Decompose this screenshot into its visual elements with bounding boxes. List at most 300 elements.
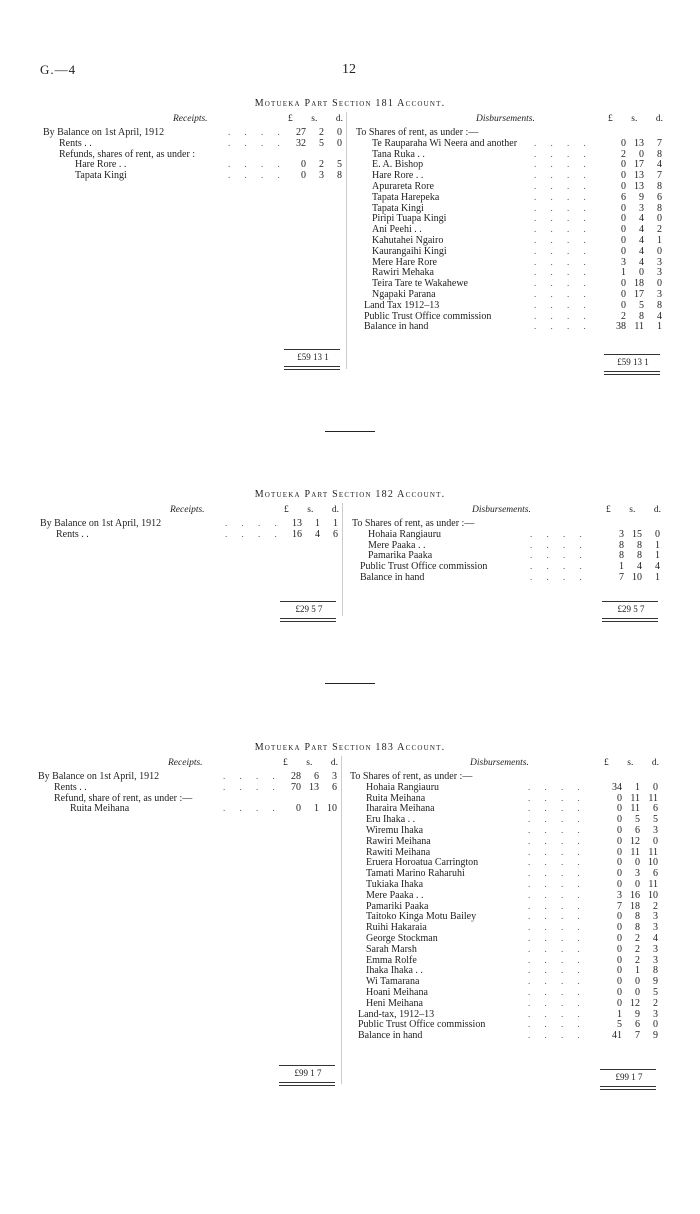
pence-value: 0 <box>653 1019 658 1031</box>
pound-column-header: £ <box>606 505 611 515</box>
pounds-value: 6 <box>621 191 626 203</box>
lsd-header <box>604 758 659 768</box>
pence-column-header: d. <box>330 758 338 768</box>
pence-value: 10 <box>648 889 658 901</box>
amount-cell <box>600 793 658 804</box>
disbursement-line: Hohaia Rangiauru <box>366 781 440 793</box>
disbursement-line: Hare Rore . . <box>372 170 424 182</box>
shillings-value: 9 <box>639 191 644 203</box>
shillings-value: 9 <box>635 1008 640 1020</box>
lsd-header <box>606 505 661 515</box>
pounds-value: 27 <box>296 127 306 138</box>
leader-dots: . . . . <box>534 159 592 170</box>
pence-value: 3 <box>657 267 662 279</box>
disbursement-line: Ruihi Hakaraia <box>366 922 427 934</box>
section-separator <box>325 431 375 432</box>
amount-cell <box>279 782 337 793</box>
leader-dots: . . . . <box>534 299 592 310</box>
shillings-value: 1 <box>314 803 319 815</box>
leader-dots: . . . . <box>534 224 592 235</box>
disbursement-line: Wi Tamarana <box>366 976 420 988</box>
pounds-value: 7 <box>619 572 624 583</box>
leader-dots: . . . . <box>528 943 586 954</box>
shillings-value: 6 <box>635 825 640 836</box>
shillings-value: 13 <box>634 181 644 192</box>
pence-value: 5 <box>337 159 342 171</box>
leader-dots: . . . . <box>528 835 586 846</box>
disbursement-line: Kahutahei Ngairo <box>372 235 444 246</box>
shillings-value: 4 <box>637 561 642 573</box>
pounds-value: 0 <box>621 299 626 311</box>
pound-column-header: £ <box>604 758 609 768</box>
pence-value: 11 <box>648 846 658 858</box>
shillings-value: 3 <box>639 202 644 214</box>
shillings-value: 0 <box>635 879 640 890</box>
amount-cell <box>600 976 658 987</box>
receipt-line: By Balance on 1st April, 1912 <box>38 771 160 782</box>
account-title: Motueka Part Section 181 Account. <box>254 98 446 109</box>
leader-dots: . . . . <box>228 127 286 137</box>
disbursement-line: Tukiaka Ihaka <box>366 879 424 890</box>
amount-cell <box>602 550 660 561</box>
shillings-column-header: s. <box>311 114 318 124</box>
leader-dots: . . . . <box>530 561 588 572</box>
shillings-value: 8 <box>635 911 640 923</box>
pounds-value: 0 <box>621 245 626 257</box>
pounds-value: 38 <box>616 321 626 333</box>
leader-dots: . . . . <box>528 1030 586 1041</box>
leader-dots: . . . . <box>528 868 586 879</box>
pence-column-header: d. <box>335 114 343 124</box>
shillings-value: 2 <box>635 933 640 944</box>
pence-value: 8 <box>653 965 658 977</box>
pound-column-header: £ <box>284 505 289 515</box>
amount-cell <box>602 540 660 551</box>
pence-value: 1 <box>333 518 338 529</box>
pence-value: 3 <box>653 825 658 836</box>
disbursements-heading: Disbursements. <box>476 114 535 124</box>
leader-dots: . . . . <box>223 781 281 792</box>
shillings-value: 13 <box>634 170 644 182</box>
section-separator <box>325 683 375 684</box>
shillings-value: 0 <box>639 148 644 160</box>
shillings-column-header: s. <box>629 505 636 515</box>
pence-value: 3 <box>653 943 658 955</box>
shillings-value: 4 <box>639 235 644 246</box>
pounds-value: 0 <box>617 835 622 847</box>
page-code: G.—4 <box>40 62 77 77</box>
disbursement-line: Kaurangaihi Kingi <box>372 245 447 257</box>
pounds-value: 3 <box>619 528 624 540</box>
disbursement-line: Te Rauparaha Wi Neera and another <box>372 137 518 149</box>
leader-dots: . . . . <box>530 528 588 539</box>
shillings-column-header: s. <box>306 758 313 768</box>
amount-cell <box>600 879 658 890</box>
pence-value: 6 <box>653 868 658 880</box>
total-rule <box>284 369 340 370</box>
amount-cell <box>600 1019 658 1030</box>
receipts-heading: Receipts. <box>170 505 205 515</box>
receipts-heading: Receipts. <box>173 114 208 124</box>
disbursement-line: Rawiti Meihana <box>366 846 431 858</box>
shillings-value: 2 <box>635 954 640 966</box>
pounds-value: 1 <box>621 267 626 279</box>
total-rule <box>602 618 658 619</box>
pence-value: 1 <box>655 550 660 562</box>
receipts-heading: Receipts. <box>168 758 203 768</box>
amount-cell <box>284 127 342 138</box>
pounds-value: 0 <box>621 202 626 214</box>
leader-dots: . . . . <box>228 159 286 170</box>
receipt-line: Refund, share of rent, as under :— <box>54 792 193 804</box>
leader-dots: . . . . <box>528 825 586 835</box>
pence-value: 1 <box>655 539 660 551</box>
amount-cell <box>604 192 662 203</box>
pounds-value: 0 <box>617 997 622 1009</box>
leader-dots: . . . . <box>528 814 586 825</box>
shillings-value: 4 <box>639 245 644 257</box>
pounds-value: 0 <box>617 922 622 934</box>
amount-cell <box>600 987 658 998</box>
disbursement-line: Balance in hand <box>358 1030 423 1042</box>
pence-value: 2 <box>653 997 658 1009</box>
leader-dots: . . . . <box>528 1019 586 1030</box>
pence-value: 3 <box>653 954 658 966</box>
disbursements-heading: Disbursements. <box>470 758 529 768</box>
leader-dots: . . . . <box>225 528 283 539</box>
shillings-column-header: s. <box>307 505 314 515</box>
shillings-value: 4 <box>639 224 644 236</box>
amount-cell <box>600 965 658 976</box>
shillings-value: 5 <box>319 137 324 149</box>
disbursements-total: £59 13 1 <box>617 357 649 367</box>
leader-dots: . . . . <box>530 539 588 550</box>
leader-dots: . . . . <box>528 857 586 868</box>
disbursement-line: Rawiri Meihana <box>366 835 431 847</box>
pence-value: 3 <box>653 1008 658 1020</box>
receipts-total: £59 13 1 <box>297 352 329 362</box>
account-title: Motueka Part Section 183 Account. <box>254 742 446 753</box>
pounds-value: 0 <box>621 289 626 300</box>
pence-value: 5 <box>653 987 658 998</box>
leader-dots: . . . . <box>223 803 281 814</box>
pence-value: 0 <box>655 528 660 540</box>
pence-value: 2 <box>657 224 662 236</box>
pence-value: 2 <box>653 900 658 912</box>
receipts-total: £99 1 7 <box>294 1068 322 1078</box>
amount-cell <box>600 847 658 858</box>
pence-value: 1 <box>657 235 662 246</box>
shillings-value: 18 <box>630 900 640 912</box>
disbursement-line: Eruera Horoatua Carrington <box>366 857 479 869</box>
amount-cell <box>600 890 658 901</box>
shillings-value: 4 <box>639 213 644 225</box>
amount-cell <box>604 278 662 289</box>
pence-value: 8 <box>657 148 662 160</box>
disbursement-line: George Stockman <box>366 933 438 944</box>
leader-dots: . . . . <box>534 170 592 181</box>
leader-dots: . . . . <box>528 911 586 922</box>
total-rule <box>279 1085 335 1086</box>
amount-cell <box>604 300 662 311</box>
pence-value: 4 <box>655 561 660 573</box>
disbursements-heading: Disbursements. <box>472 505 531 515</box>
total-rule <box>280 621 336 622</box>
amount-cell <box>600 836 658 847</box>
pence-value: 0 <box>337 137 342 149</box>
amount-cell <box>600 868 658 879</box>
pence-value: 6 <box>333 528 338 540</box>
disbursement-line: Emma Rolfe <box>366 954 417 966</box>
disbursement-line: Sarah Marsh <box>366 943 417 955</box>
leader-dots: . . . . <box>528 933 586 943</box>
pounds-value: 0 <box>621 159 626 171</box>
disbursement-line: Wiremu Ihaka <box>366 825 424 836</box>
disbursement-line: To Shares of rent, as under :— <box>352 518 475 529</box>
leader-dots: . . . . <box>528 900 586 911</box>
pounds-value: 0 <box>617 879 622 890</box>
amount-cell <box>604 311 662 322</box>
shillings-value: 11 <box>630 792 640 804</box>
pounds-value: 0 <box>301 170 306 182</box>
shillings-column-header: s. <box>631 114 638 124</box>
leader-dots: . . . . <box>534 202 592 213</box>
pence-value: 0 <box>337 127 342 138</box>
amount-cell <box>280 518 338 529</box>
disbursement-line: E. A. Bishop <box>372 159 424 171</box>
pound-column-header: £ <box>608 114 613 124</box>
amount-cell <box>600 803 658 814</box>
amount-cell <box>602 572 660 583</box>
leader-dots: . . . . <box>225 518 283 528</box>
amount-cell <box>604 289 662 300</box>
disbursement-line: Ani Peehi . . <box>372 224 422 236</box>
pence-value: 5 <box>653 814 658 826</box>
disbursement-line: Land Tax 1912–13 <box>364 299 440 311</box>
leader-dots: . . . . <box>528 987 586 997</box>
pence-value: 4 <box>657 159 662 171</box>
amount-cell <box>604 149 662 160</box>
total-rule <box>600 1089 656 1090</box>
leader-dots: . . . . <box>534 191 592 202</box>
leader-dots: . . . . <box>528 997 586 1008</box>
pence-value: 0 <box>653 781 658 793</box>
pence-value: 6 <box>332 781 337 793</box>
shillings-value: 8 <box>637 550 642 562</box>
pence-value: 6 <box>657 191 662 203</box>
shillings-value: 1 <box>315 518 320 529</box>
amount-cell <box>600 922 658 933</box>
shillings-value: 5 <box>635 814 640 826</box>
amount-cell <box>604 213 662 224</box>
shillings-value: 15 <box>632 528 642 540</box>
amount-cell <box>279 803 337 814</box>
subtotal-rule <box>602 601 658 602</box>
pounds-value: 8 <box>619 550 624 562</box>
disbursement-line: Tana Ruka . . <box>372 148 425 160</box>
pounds-value: 0 <box>617 976 622 988</box>
pounds-value: 0 <box>617 825 622 836</box>
shillings-value: 8 <box>635 922 640 934</box>
amount-cell <box>604 138 662 149</box>
amount-cell <box>600 814 658 825</box>
disbursement-line: Taitoko Kinga Motu Bailey <box>366 911 477 923</box>
disbursement-line: Ruita Meihana <box>366 792 426 804</box>
shillings-value: 3 <box>319 170 324 182</box>
leader-dots: . . . . <box>528 846 586 857</box>
disbursement-line: Apurareta Rore <box>372 181 434 192</box>
pence-value: 4 <box>653 933 658 944</box>
shillings-value: 0 <box>635 857 640 869</box>
shillings-value: 1 <box>635 781 640 793</box>
pence-value: 3 <box>657 289 662 300</box>
shillings-value: 11 <box>630 846 640 858</box>
disbursement-line: Public Trust Office commission <box>364 310 492 322</box>
disbursement-line: Eru Ihaka . . <box>366 814 416 826</box>
leader-dots: . . . . <box>528 792 586 803</box>
shillings-column-header: s. <box>627 758 634 768</box>
shillings-value: 6 <box>635 1019 640 1031</box>
amount-cell <box>600 1009 658 1020</box>
shillings-value: 0 <box>635 987 640 998</box>
lsd-header <box>288 114 343 124</box>
pounds-value: 1 <box>617 1008 622 1020</box>
disbursement-line: Tapata Kingi <box>372 202 424 214</box>
disbursement-line: Rawiri Mehaka <box>372 267 434 279</box>
amount-cell <box>604 257 662 268</box>
subtotal-rule <box>284 349 340 350</box>
disbursements-total: £99 1 7 <box>615 1072 643 1082</box>
page-number: 12 <box>342 62 356 77</box>
column-divider <box>341 756 342 1084</box>
amount-cell <box>600 933 658 944</box>
amount-cell <box>284 159 342 170</box>
amount-cell <box>604 170 662 181</box>
amount-cell <box>604 224 662 235</box>
pounds-value: 0 <box>617 965 622 977</box>
leader-dots: . . . . <box>534 235 592 245</box>
pence-value: 1 <box>657 321 662 333</box>
amount-cell <box>604 267 662 278</box>
disbursement-line: Tapata Harepeka <box>372 191 440 203</box>
pence-value: 0 <box>657 213 662 225</box>
lsd-header <box>608 114 663 124</box>
amount-cell <box>604 246 662 257</box>
pounds-value: 0 <box>621 137 626 149</box>
pence-value: 0 <box>657 245 662 257</box>
disbursement-line: Pamariki Paaka <box>366 900 429 912</box>
pounds-value: 70 <box>291 781 301 793</box>
pounds-value: 34 <box>612 781 622 793</box>
pence-value: 11 <box>648 792 658 804</box>
pounds-value: 0 <box>617 792 622 804</box>
pound-column-header: £ <box>283 758 288 768</box>
pounds-value: 0 <box>617 954 622 966</box>
amount-cell <box>600 825 658 836</box>
pounds-value: 3 <box>617 889 622 901</box>
leader-dots: . . . . <box>223 771 281 781</box>
pounds-value: 0 <box>617 803 622 815</box>
disbursement-line: Iharaira Meihana <box>366 803 435 815</box>
pence-value: 1 <box>655 572 660 583</box>
shillings-value: 16 <box>630 889 640 901</box>
subtotal-rule <box>600 1069 656 1070</box>
amount-cell <box>284 138 342 149</box>
pounds-value: 0 <box>621 170 626 182</box>
leader-dots: . . . . <box>534 256 592 267</box>
shillings-value: 17 <box>634 289 644 300</box>
pence-value: 6 <box>653 803 658 815</box>
shillings-value: 17 <box>634 159 644 171</box>
leader-dots: . . . . <box>534 181 592 191</box>
column-divider <box>346 112 347 369</box>
amount-cell <box>284 170 342 181</box>
shillings-value: 8 <box>639 310 644 322</box>
pence-value: 8 <box>657 181 662 192</box>
pence-value: 0 <box>657 278 662 290</box>
amount-cell <box>604 181 662 192</box>
pence-value: 0 <box>653 835 658 847</box>
disbursements-total: £29 5 7 <box>617 604 645 614</box>
pence-value: 10 <box>327 803 337 815</box>
leader-dots: . . . . <box>228 170 286 181</box>
pounds-value: 0 <box>621 235 626 246</box>
pounds-value: 1 <box>619 561 624 573</box>
receipt-line: Refunds, shares of rent, as under : <box>59 148 196 160</box>
leader-dots: . . . . <box>530 550 588 561</box>
receipt-line: By Balance on 1st April, 1912 <box>43 127 165 138</box>
shillings-value: 2 <box>635 943 640 955</box>
pence-value: 8 <box>337 170 342 182</box>
total-rule <box>600 1086 656 1087</box>
leader-dots: . . . . <box>534 137 592 148</box>
pounds-value: 0 <box>296 803 301 815</box>
receipt-line: Ruita Meihana <box>70 803 130 815</box>
pounds-value: 0 <box>617 943 622 955</box>
pence-value: 3 <box>653 922 658 934</box>
amount-cell <box>602 561 660 572</box>
pence-value: 9 <box>653 976 658 988</box>
leader-dots: . . . . <box>528 922 586 933</box>
amount-cell <box>604 321 662 332</box>
leader-dots: . . . . <box>528 965 586 976</box>
leader-dots: . . . . <box>530 572 588 582</box>
receipt-line: By Balance on 1st April, 1912 <box>40 518 162 529</box>
pence-value: 7 <box>657 170 662 182</box>
leader-dots: . . . . <box>534 148 592 159</box>
pounds-value: 8 <box>619 539 624 551</box>
receipt-line: Rents . . <box>59 137 92 149</box>
amount-cell <box>600 998 658 1009</box>
amount-cell <box>600 782 658 793</box>
amount-cell <box>600 955 658 966</box>
leader-dots: . . . . <box>528 803 586 814</box>
lsd-header <box>284 505 339 515</box>
shillings-value: 0 <box>639 267 644 279</box>
total-rule <box>604 371 660 372</box>
shillings-value: 12 <box>630 997 640 1009</box>
receipt-line: Tapata Kingi <box>75 170 127 182</box>
amount-cell <box>280 529 338 540</box>
pounds-value: 0 <box>617 814 622 826</box>
lsd-header <box>283 758 338 768</box>
pounds-value: 16 <box>292 528 302 540</box>
shillings-value: 13 <box>634 137 644 149</box>
pence-column-header: d. <box>653 505 661 515</box>
disbursement-line: Piripi Tuapa Kingi <box>372 213 447 225</box>
leader-dots: . . . . <box>528 1008 586 1019</box>
amount-cell <box>279 771 337 782</box>
